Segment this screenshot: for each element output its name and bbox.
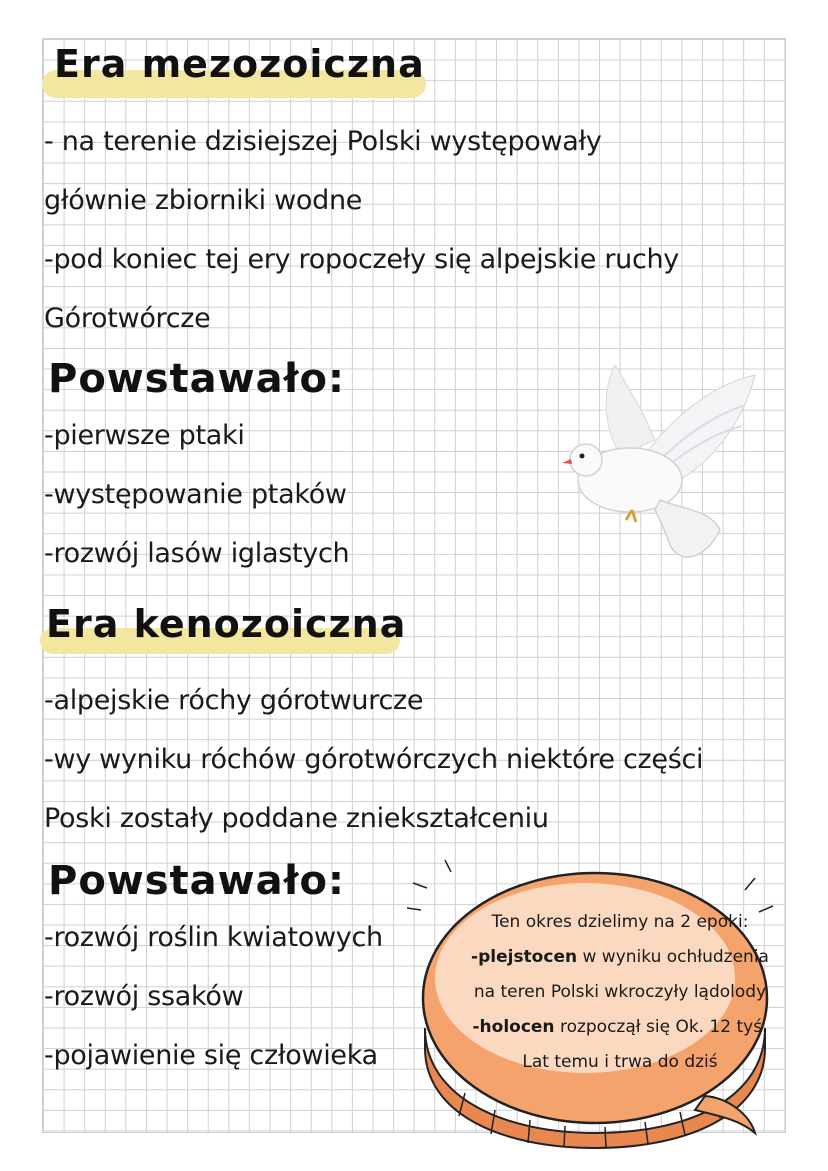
dove-illustration — [560, 360, 760, 570]
bubble-line: Ten okres dzielimy na 2 epoki: — [491, 912, 749, 932]
text-line: -alpejskie róchy górotwurcze — [44, 685, 424, 716]
list-item: -pierwsze ptaki — [44, 420, 245, 451]
bubble-line: -holocen rozpoczął się Ok. 12 tyś. — [472, 1017, 768, 1037]
text-line: głównie zbiorniki wodne — [44, 185, 363, 216]
heading-era-kenozoiczna: Era kenozoiczna — [46, 602, 406, 646]
bubble-line: -plejstocen w wyniku ochłudzenia — [471, 947, 769, 967]
list-item: -występowanie ptaków — [44, 479, 347, 510]
heading-era-mezozoiczna: Era mezozoiczna — [54, 42, 425, 86]
text-line: -wy wyniku róchów górotwórczych niektóre części — [44, 744, 704, 775]
list-item: -rozwój roślin kwiatowych — [44, 922, 383, 953]
bubble-line: na teren Polski wkroczyły lądolody — [473, 982, 767, 1002]
text-line: -pod koniec tej ery ropoczeły się alpejskie ruchy — [44, 244, 679, 275]
list-item: -pojawienie się człowieka — [44, 1040, 378, 1071]
list-item: -rozwój ssaków — [44, 981, 244, 1012]
text-line: Poski zostały poddane zniekształceniu — [44, 803, 549, 834]
text-line: Górotwórcze — [44, 303, 211, 334]
subheading-powstawalo: Powstawało: — [48, 356, 345, 402]
term-holocen: -holocen — [472, 1017, 555, 1037]
subheading-powstawalo: Powstawało: — [48, 858, 345, 904]
bubble-line: Lat temu i trwa do dziś — [522, 1052, 718, 1072]
bubble-text — [440, 905, 800, 1080]
text-line: - na terenie dzisiejszej Polski występowały — [44, 126, 602, 157]
term-plejstocen: -plejstocen — [471, 947, 578, 967]
list-item: -rozwój lasów iglastych — [44, 538, 350, 569]
